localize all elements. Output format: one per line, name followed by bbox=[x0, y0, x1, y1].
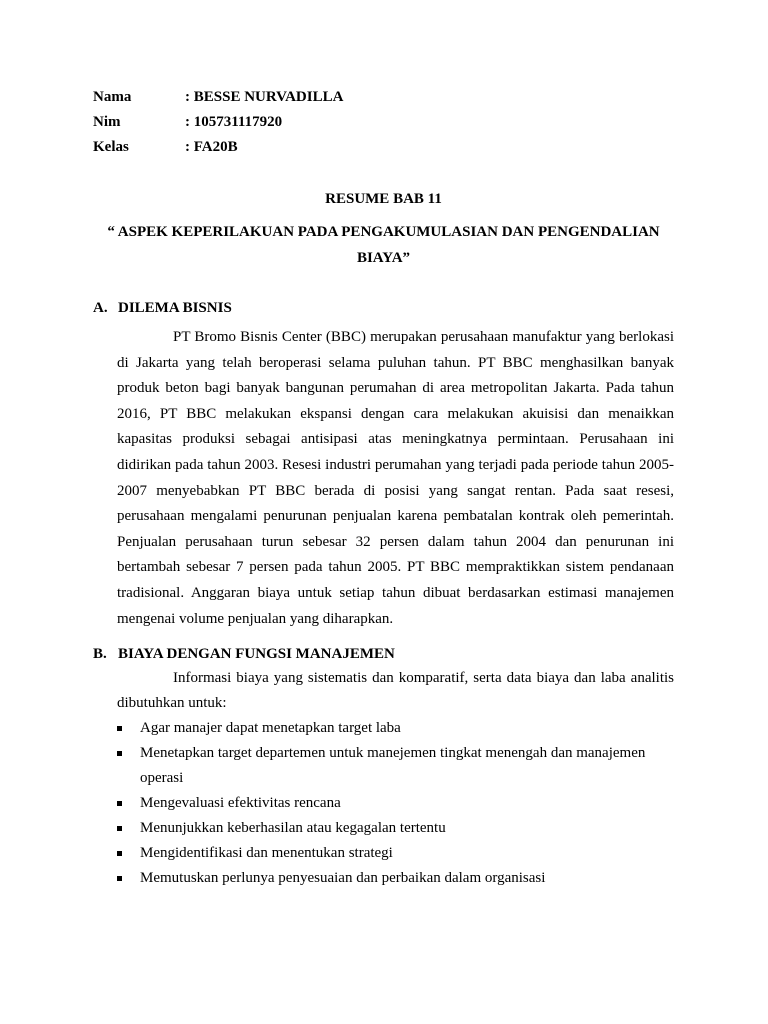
document-subtitle-line2: BIAYA” bbox=[356, 250, 411, 266]
list-item bbox=[117, 841, 674, 866]
list-item-text: Memutuskan perlunya penyesuaian dan perbaikan dalam organisasi bbox=[140, 870, 546, 886]
nim-label: Nim bbox=[93, 114, 121, 130]
list-item-text: Menunjukkan keberhasilan atau kegagalan tertentu bbox=[140, 820, 446, 836]
name-label: Nama bbox=[93, 89, 132, 105]
list-item bbox=[117, 741, 674, 791]
section-a-paragraph: PT Bromo Bisnis Center (BBC) merupakan perusahaan manufaktur yang berlokasi di Jakarta yang telah beroperasi selama puluhan tahun. PT BBC menghasilkan banyak produk beton bagi banyak bangunan perumahan di area metropolitan Jakarta. Pada tahun 2016, PT BBC melakukan ekspansi dengan cara melakukan akuisisi dan menaikkan kapasitas produksi sebagai antisipasi atas meningkatnya permintaan. Perusahaan ini didirikan pada tahun 2003. Resesi industri perumahan yang terjadi pada periode tahun 2005-2007 menyebabkan PT BBC berada di posisi yang sangat rentan. Pada saat resesi, perusahaan mengalami penurunan penjualan karena pembatalan kontrak oleh pemerintah. Penjualan perusahaan turun sebesar 32 persen dalam tahun 2004 dan penurunan ini bertambah sebesar 7 persen pada tahun 2005. PT BBC mempraktikkan sistem pendanaan tradisional. Anggaran biaya untuk setiap tahun dibuat berdasarkan estimasi manajemen mengenai volume penjualan yang diharapkan. bbox=[117, 329, 674, 627]
bullet-square-icon bbox=[117, 851, 122, 856]
section-b-bullet-list bbox=[117, 716, 674, 891]
list-item-text: Menetapkan target departemen untuk manejemen tingkat menengah dan manajemen operasi bbox=[140, 745, 646, 786]
list-item bbox=[117, 716, 674, 741]
list-item bbox=[117, 866, 674, 891]
section-a-title: DILEMA BISNIS bbox=[118, 300, 232, 316]
bullet-square-icon bbox=[117, 726, 122, 731]
list-item-text: Agar manajer dapat menetapkan target laba bbox=[140, 720, 401, 736]
section-b-title: BIAYA DENGAN FUNGSI MANAJEMEN bbox=[118, 646, 395, 662]
list-item bbox=[117, 816, 674, 841]
section-b-letter: B. bbox=[93, 646, 107, 662]
section-a-heading bbox=[93, 299, 232, 317]
list-item-text: Mengevaluasi efektivitas rencana bbox=[140, 795, 341, 811]
bullet-square-icon bbox=[117, 751, 122, 756]
class-label: Kelas bbox=[93, 139, 129, 155]
document-subtitle-line1: “ ASPEK KEPERILAKUAN PADA PENGAKUMULASIAN DAN PENGENDALIAN bbox=[107, 224, 660, 240]
name-row bbox=[93, 88, 343, 106]
list-item-text: Mengidentifikasi dan menentukan strategi bbox=[140, 845, 393, 861]
bullet-square-icon bbox=[117, 801, 122, 806]
name-value: : BESSE NURVADILLA bbox=[185, 89, 344, 105]
bullet-square-icon bbox=[117, 826, 122, 831]
list-item bbox=[117, 791, 674, 816]
section-b-intro: Informasi biaya yang sistematis dan komparatif, serta data biaya dan laba analitis dibutuhkan untuk: bbox=[117, 670, 674, 711]
document-title: RESUME BAB 11 bbox=[325, 191, 442, 207]
section-a-letter: A. bbox=[93, 300, 108, 316]
nim-value: : 105731117920 bbox=[185, 114, 283, 130]
class-value: : FA20B bbox=[185, 139, 238, 155]
nim-row bbox=[93, 113, 282, 131]
bullet-square-icon bbox=[117, 876, 122, 881]
class-row bbox=[93, 138, 238, 156]
section-b-heading bbox=[93, 645, 395, 663]
